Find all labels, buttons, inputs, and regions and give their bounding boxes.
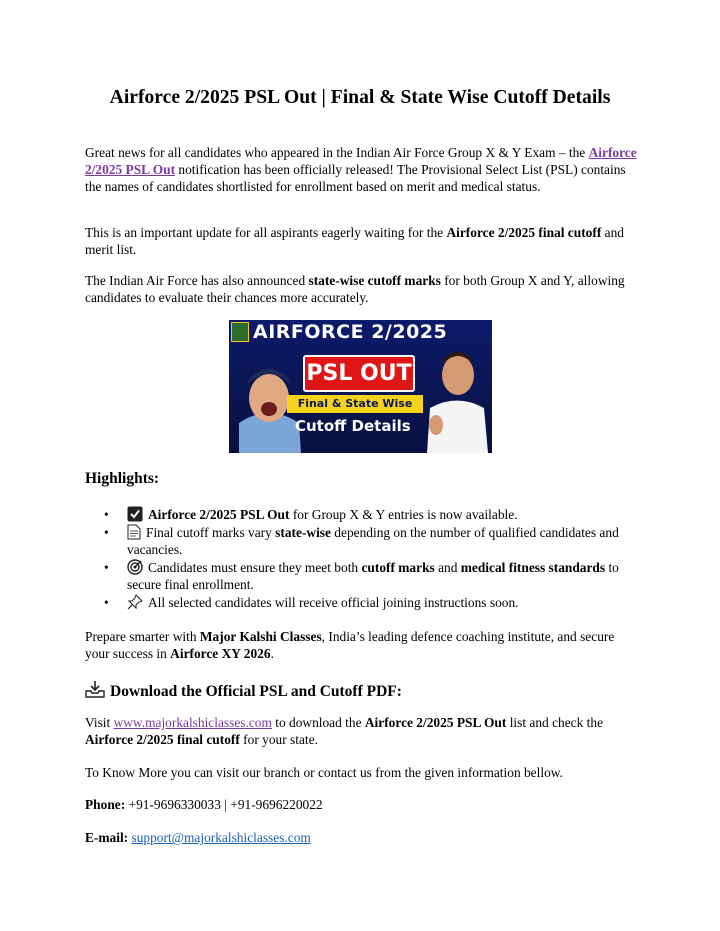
prepare-paragraph: Prepare smarter with Major Kalshi Classes, India’s leading defence coaching institute, and secure your success in Airforce XY 2026.	[85, 629, 615, 661]
page-title: Airforce 2/2025 PSL Out | Final & State Wise Cutoff Details	[109, 87, 611, 108]
check-box-icon	[127, 506, 143, 522]
bullet-icon: •	[104, 525, 109, 540]
intro-paragraph-2: This is an important update for all aspirants eagerly waiting for the Airforce 2/2025 final cutoff and merit list.	[85, 225, 624, 257]
list-item: • Candidates must ensure they meet both cutoff marks and medical fitness standards to secure final enrollment.	[104, 560, 619, 592]
email-link[interactable]: support@majorkalshiclasses.com	[131, 830, 311, 845]
email-line: E-mail: support@majorkalshiclasses.com	[85, 830, 311, 845]
download-tray-icon	[85, 680, 105, 698]
banner-cutoff-text: Cutoff Details	[295, 417, 411, 435]
highlights-heading: Highlights:	[85, 470, 160, 487]
institute-logo-icon	[231, 322, 249, 342]
highlights-list	[85, 506, 645, 612]
pin-icon	[127, 594, 143, 610]
banner-title: AIRFORCE 2/2025	[253, 321, 448, 343]
know-more-paragraph: To Know More you can visit our branch or contact us from the given information bellow.	[85, 765, 563, 780]
intro-paragraph-1: Great news for all candidates who appeared in the Indian Air Force Group X & Y Exam – the Airforce 2/2025 PSL Out notification has been officially released! The Provisional Select List (PSL) contains the names of candidates shortlisted for enrollment based on merit and medical status.	[85, 145, 637, 194]
banner-psl-badge: PSL OUT	[303, 355, 415, 392]
download-heading: Download the Official PSL and Cutoff PDF:	[85, 680, 402, 702]
intro-paragraph-3: The Indian Air Force has also announced state-wise cutoff marks for both Group X and Y, allowing candidates to evaluate their chances more accurately.	[85, 273, 625, 305]
psl-out-link[interactable]: Airforce 2/2025 PSL Out	[85, 145, 637, 177]
download-paragraph: Visit www.majorkalshiclasses.com to download the Airforce 2/2025 PSL Out list and check the Airforce 2/2025 final cutoff for your state.	[85, 715, 604, 747]
bullet-icon: •	[104, 595, 109, 610]
document-icon	[127, 524, 141, 540]
list-item: • Airforce 2/2025 PSL Out for Group X & Y entries is now available.	[104, 507, 518, 522]
target-icon	[127, 559, 143, 575]
list-item: • Final cutoff marks vary state-wise depending on the number of qualified candidates and vacancies.	[104, 525, 619, 557]
bullet-icon: •	[104, 507, 109, 522]
website-link[interactable]: www.majorkalshiclasses.com	[113, 715, 272, 730]
bullet-icon: •	[104, 560, 109, 575]
instructor-illustration	[422, 333, 492, 453]
banner-final-strip: Final & State Wise	[287, 395, 423, 413]
psl-out-banner-image	[229, 320, 492, 453]
phone-line: Phone: +91-9696330033 | +91-9696220022	[85, 797, 323, 812]
list-item: • All selected candidates will receive official joining instructions soon.	[104, 595, 519, 610]
